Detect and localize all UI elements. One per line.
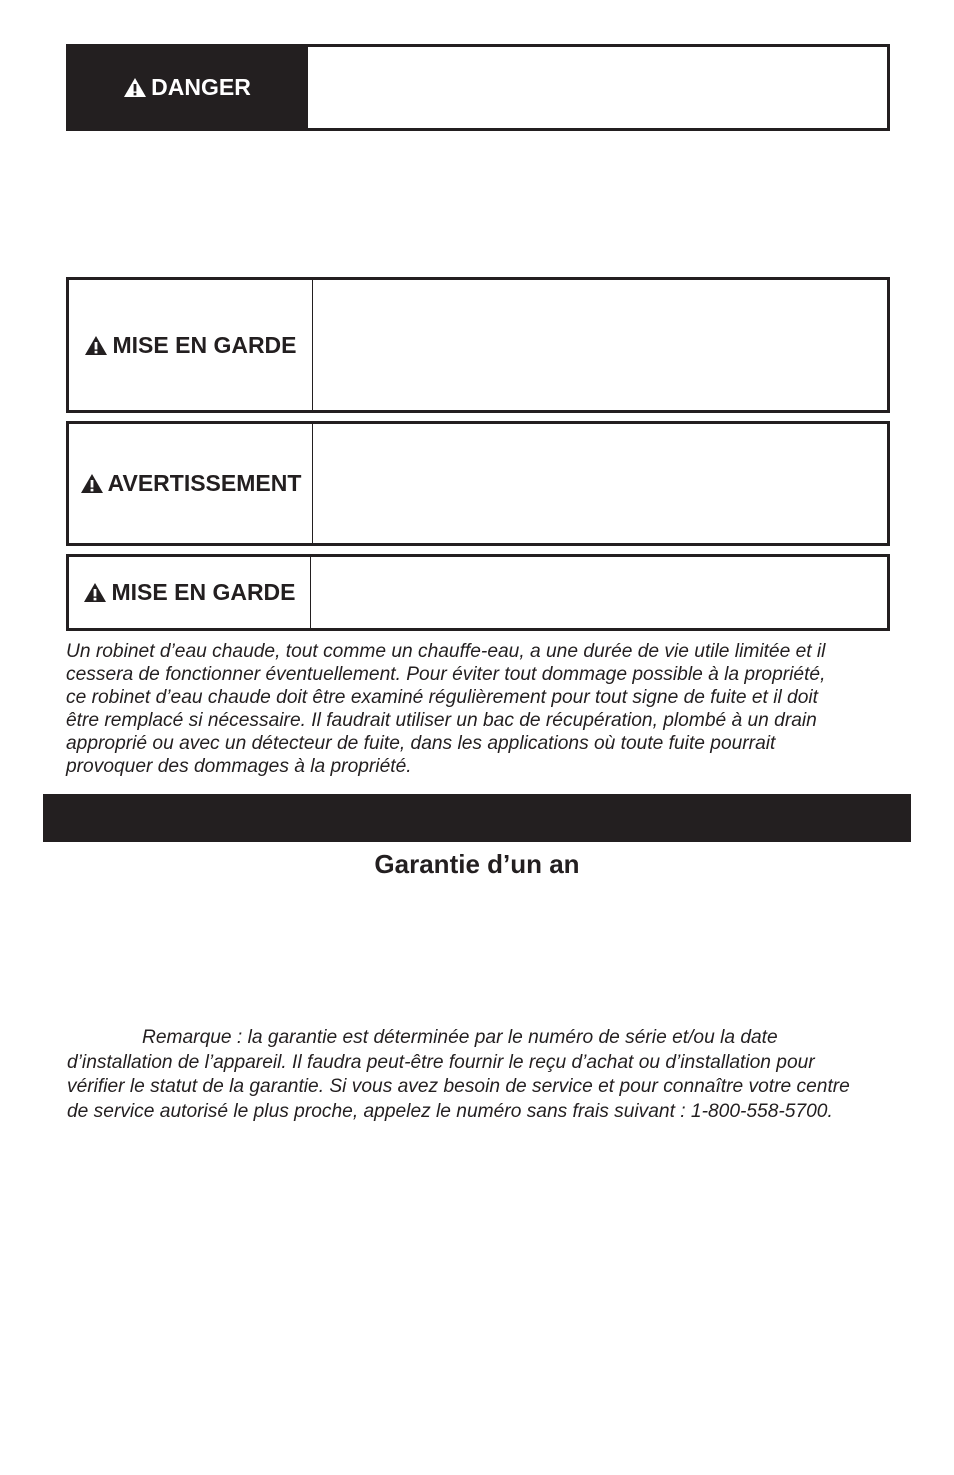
caution-line: être remplacé si nécessaire. Il faudrait utiliser un bac de récupération, plombé à un drain (66, 710, 817, 731)
caution-line: approprié ou avec un détecteur de fuite, dans les applications où toute fuite pourrait (66, 733, 776, 754)
warranty-note-line: Remarque : la garantie est déterminée par le numéro de série et/ou la date (142, 1027, 778, 1048)
caution-line: cessera de fonctionner éventuellement. Pour éviter tout dommage possible à la propriété, (66, 664, 826, 685)
avertissement-content (313, 424, 887, 543)
avertissement-label: AVERTISSEMENT (107, 470, 302, 496)
caution-line: Un robinet d’eau chaude, tout comme un chauffe-eau, a une durée de vie utile limitée et il (66, 641, 826, 662)
warranty-note (67, 1026, 897, 1124)
warning-triangle-icon (83, 582, 107, 603)
warning-triangle-icon (80, 473, 104, 494)
danger-label: DANGER (151, 74, 251, 100)
warranty-note-line: vérifier le statut de la garantie. Si vous avez besoin de service et pour connaître votre centre (67, 1076, 850, 1097)
avertissement-label-cell (69, 424, 313, 543)
caution-box-1 (66, 277, 890, 413)
warranty-note-line: d’installation de l’appareil. Il faudra peut-être fournir le reçu d’achat ou d’installation pour (67, 1051, 815, 1073)
caution-paragraph (66, 640, 896, 778)
warning-triangle-icon (84, 335, 108, 356)
warranty-title: Garantie d’un an (374, 849, 580, 879)
caution-box-2 (66, 554, 890, 631)
caution-line: ce robinet d’eau chaude doit être examiné régulièrement pour tout signe de fuite et il doit (66, 687, 818, 708)
caution-content-1 (313, 280, 887, 410)
section-header-bar (43, 794, 911, 842)
danger-label-cell (66, 44, 308, 131)
caution-label-1: MISE EN GARDE (112, 331, 297, 358)
caution-label-cell-1 (69, 280, 313, 410)
caution-label-cell-2 (69, 557, 311, 628)
warranty-note-line: de service autorisé le plus proche, appelez le numéro sans frais suivant : 1-800-558-5700. (67, 1100, 833, 1122)
caution-label-2: MISE EN GARDE (111, 579, 296, 605)
caution-line: provoquer des dommages à la propriété. (66, 756, 412, 777)
warning-triangle-icon (123, 77, 147, 98)
danger-content (311, 47, 887, 128)
caution-content-2 (311, 557, 887, 628)
danger-box (66, 44, 890, 131)
avertissement-box (66, 421, 890, 546)
